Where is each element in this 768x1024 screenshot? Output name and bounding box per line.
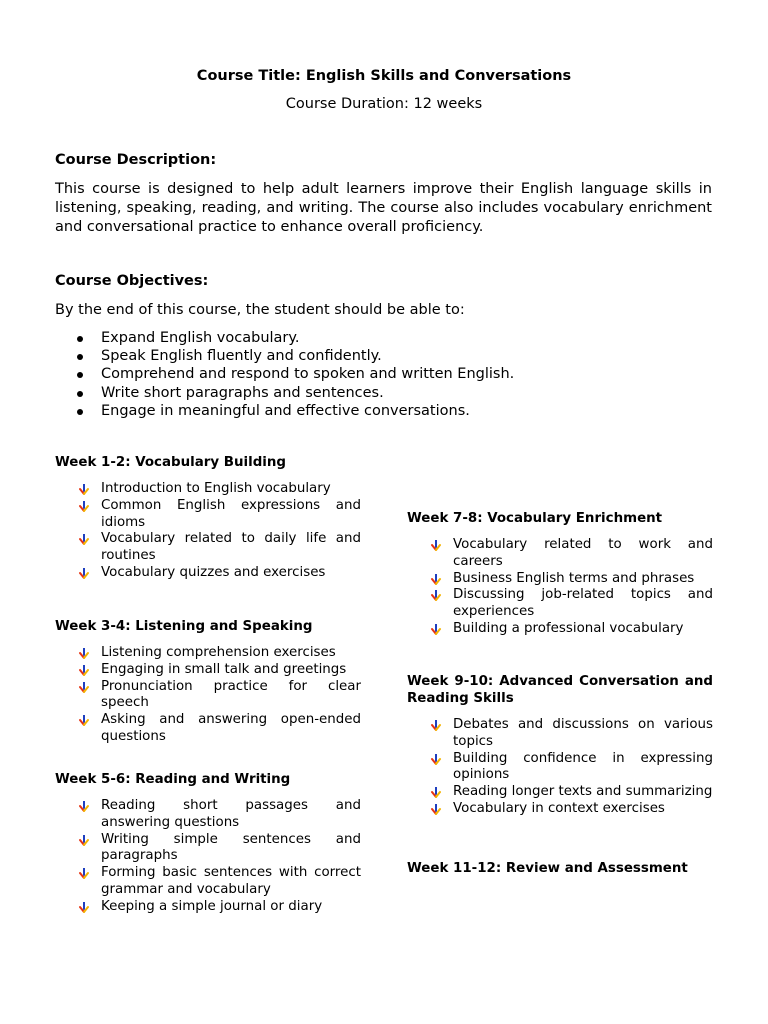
week-3-4-section xyxy=(55,618,361,746)
week-list-item: Engaging in small talk and greetings xyxy=(55,662,361,679)
week-7-8-title: Week 7-8: Vocabulary Enrichment xyxy=(407,511,663,526)
tri-color-arrow-icon xyxy=(430,574,442,586)
objectives-intro: By the end of this course, the student should be able to: xyxy=(55,302,465,318)
week-list-item: Writing simple sentences and paragraphs xyxy=(55,832,361,866)
week-list-item: Vocabulary in context exercises xyxy=(407,801,713,818)
course-duration: Course Duration: 12 weeks xyxy=(285,96,483,112)
tri-color-arrow-icon xyxy=(78,648,90,660)
week-list-item: Keeping a simple journal or diary xyxy=(55,899,361,916)
tri-color-arrow-icon xyxy=(78,665,90,677)
week-3-4-list xyxy=(55,645,361,746)
bullet-icon xyxy=(77,372,83,378)
objectives-heading: Course Objectives: xyxy=(55,273,209,289)
tri-color-arrow-icon xyxy=(78,534,90,546)
week-1-2-list xyxy=(55,481,361,582)
bullet-icon xyxy=(77,336,83,342)
tri-color-arrow-icon xyxy=(430,720,442,732)
week-list-item: Discussing job-related topics and experiences xyxy=(407,587,713,621)
week-7-8-list xyxy=(407,537,713,638)
tri-color-arrow-icon xyxy=(78,501,90,513)
week-list-item: Listening comprehension exercises xyxy=(55,645,361,662)
bullet-icon xyxy=(77,409,83,415)
week-list-item: Forming basic sentences with correct grammar and vocabulary xyxy=(55,865,361,899)
tri-color-arrow-icon xyxy=(78,484,90,496)
week-list-item: Building confidence in expressing opinions xyxy=(407,751,713,785)
week-list-item: Building a professional vocabulary xyxy=(407,621,713,638)
tri-color-arrow-icon xyxy=(78,568,90,580)
week-9-10-section xyxy=(407,673,713,818)
tri-color-arrow-icon xyxy=(78,715,90,727)
bullet-icon xyxy=(77,391,83,397)
tri-color-arrow-icon xyxy=(78,902,90,914)
week-list-item: Business English terms and phrases xyxy=(407,571,713,588)
week-list-item: Vocabulary quizzes and exercises xyxy=(55,565,361,582)
week-list-item: Pronunciation practice for clear speech xyxy=(55,679,361,713)
tri-color-arrow-icon xyxy=(78,682,90,694)
tri-color-arrow-icon xyxy=(430,540,442,552)
week-list-item: Reading short passages and answering questions xyxy=(55,798,361,832)
week-7-8-section xyxy=(407,510,713,638)
week-1-2-title: Week 1-2: Vocabulary Building xyxy=(55,455,286,470)
tri-color-arrow-icon xyxy=(78,835,90,847)
week-5-6-list xyxy=(55,798,361,916)
week-list-item: Common English expressions and idioms xyxy=(55,498,361,532)
objective-item: Expand English vocabulary. xyxy=(55,329,712,347)
description-text: This course is designed to help adult learners improve their English language skills in listening, speaking, reading, and writing. The course also includes vocabulary enrichment and conversational practice to enhance overall proficiency. xyxy=(55,181,712,235)
week-list-item: Reading longer texts and summarizing xyxy=(407,784,713,801)
course-title: Course Title: English Skills and Conversations xyxy=(196,68,572,84)
week-list-item: Vocabulary related to work and careers xyxy=(407,537,713,571)
objective-item: Engage in meaningful and effective conversations. xyxy=(55,402,712,420)
tri-color-arrow-icon xyxy=(430,787,442,799)
tri-color-arrow-icon xyxy=(430,804,442,816)
week-9-10-list xyxy=(407,717,713,818)
tri-color-arrow-icon xyxy=(430,754,442,766)
tri-color-arrow-icon xyxy=(430,624,442,636)
week-5-6-title: Week 5-6: Reading and Writing xyxy=(55,772,291,787)
week-11-12-section xyxy=(407,860,713,877)
objective-item: Write short paragraphs and sentences. xyxy=(55,384,712,402)
tri-color-arrow-icon xyxy=(430,590,442,602)
objective-item: Comprehend and respond to spoken and written English. xyxy=(55,365,712,383)
week-list-item: Debates and discussions on various topics xyxy=(407,717,713,751)
description-heading: Course Description: xyxy=(55,152,217,168)
week-3-4-title: Week 3-4: Listening and Speaking xyxy=(55,619,313,634)
week-list-item: Introduction to English vocabulary xyxy=(55,481,361,498)
tri-color-arrow-icon xyxy=(78,868,90,880)
objective-item: Speak English fluently and confidently. xyxy=(55,347,712,365)
week-1-2-section xyxy=(55,454,361,582)
week-5-6-section xyxy=(55,771,361,916)
week-list-item: Asking and answering open-ended questions xyxy=(55,712,361,746)
bullet-icon xyxy=(77,354,83,360)
week-9-10-title: Week 9-10: Advanced Conversation and Reading Skills xyxy=(407,674,713,706)
week-11-12-title: Week 11-12: Review and Assessment xyxy=(407,861,688,876)
tri-color-arrow-icon xyxy=(78,801,90,813)
objectives-list xyxy=(55,329,712,420)
week-list-item: Vocabulary related to daily life and routines xyxy=(55,531,361,565)
